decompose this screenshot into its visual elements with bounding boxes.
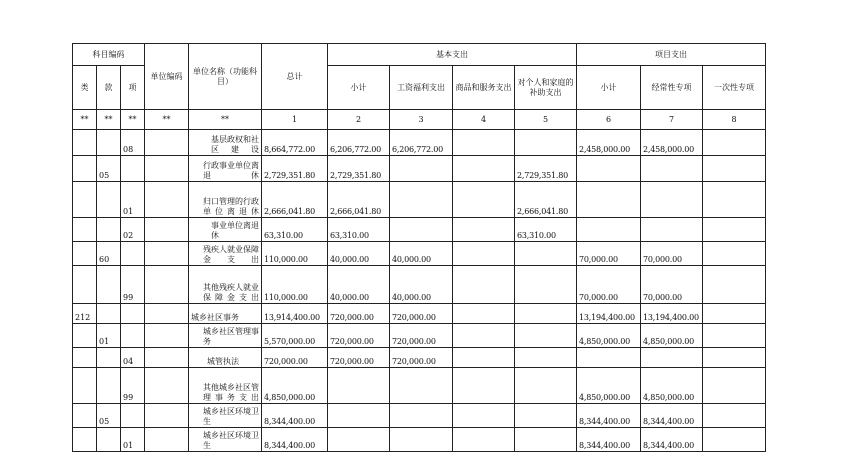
index-cell: 5 (515, 110, 577, 130)
cell-wages (390, 182, 453, 218)
index-cell: 6 (577, 110, 641, 130)
cell-kuan: 60 (97, 242, 121, 266)
cell-xiang (121, 404, 145, 428)
table-row (73, 368, 766, 404)
cell-goods (453, 404, 515, 428)
cell-onetime (703, 368, 766, 404)
cell-kuan (97, 368, 121, 404)
cell-subsidy: 2,666,041.80 (515, 182, 577, 218)
table-row (73, 242, 766, 266)
cell-goods (453, 266, 515, 304)
cell-regular: 4,850,000.00 (641, 324, 703, 348)
cell-subsidy (515, 304, 577, 324)
cell-regular: 2,458,000.00 (641, 130, 703, 156)
cell-regular: 8,344,400.00 (641, 428, 703, 452)
cell-regular (641, 348, 703, 368)
cell-subtotal: 720,000.00 (328, 304, 390, 324)
cell-total: 2,666,041.80 (262, 182, 328, 218)
cell-total: 8,344,400.00 (262, 404, 328, 428)
header-unit-code: 单位编码 (145, 44, 189, 110)
header-xiang: 项 (121, 66, 145, 110)
cell-unit (145, 242, 189, 266)
cell-goods (453, 242, 515, 266)
cell-subtotal: 63,310.00 (328, 218, 390, 242)
cell-kuan (97, 428, 121, 452)
cell-subtotal: 720,000.00 (328, 348, 390, 368)
cell-lei (73, 404, 97, 428)
cell-unit (145, 404, 189, 428)
cell-subsidy (515, 324, 577, 348)
cell-kuan (97, 218, 121, 242)
cell-proj-subtotal (577, 156, 641, 182)
cell-name-text: 事业单位离退休 (211, 221, 260, 240)
cell-goods (453, 368, 515, 404)
cell-kuan: 01 (97, 324, 121, 348)
cell-kuan (97, 130, 121, 156)
cell-total: 110,000.00 (262, 266, 328, 304)
table-row (73, 156, 766, 182)
cell-unit (145, 218, 189, 242)
cell-proj-subtotal: 4,850,000.00 (577, 324, 641, 348)
header-unit-name: 单位名称（功能科目） (189, 44, 262, 110)
header-proj-subtotal: 小计 (577, 66, 641, 110)
cell-regular: 8,344,400.00 (641, 404, 703, 428)
index-cell: ** (189, 110, 262, 130)
cell-kuan (97, 266, 121, 304)
cell-onetime (703, 428, 766, 452)
cell-name-text: 城乡社区事务 (191, 313, 240, 322)
cell-lei (73, 266, 97, 304)
cell-name (189, 130, 262, 156)
cell-wages (390, 428, 453, 452)
cell-onetime (703, 348, 766, 368)
index-cell: 4 (453, 110, 515, 130)
cell-subtotal: 2,666,041.80 (328, 182, 390, 218)
index-cell: 2 (328, 110, 390, 130)
cell-wages: 40,000.00 (390, 266, 453, 304)
index-cell: 3 (390, 110, 453, 130)
cell-lei (73, 428, 97, 452)
cell-subsidy (515, 266, 577, 304)
cell-unit (145, 304, 189, 324)
cell-onetime (703, 404, 766, 428)
cell-goods (453, 348, 515, 368)
cell-regular (641, 182, 703, 218)
cell-name (189, 182, 262, 218)
cell-kuan: 05 (97, 156, 121, 182)
cell-regular: 70,000.00 (641, 242, 703, 266)
cell-goods (453, 428, 515, 452)
cell-wages: 720,000.00 (390, 324, 453, 348)
cell-name-text: 城乡社区管理事务 (203, 327, 260, 346)
cell-name (189, 242, 262, 266)
cell-proj-subtotal (577, 182, 641, 218)
cell-subsidy (515, 130, 577, 156)
cell-unit (145, 428, 189, 452)
table-row (73, 348, 766, 368)
cell-total: 13,914,400.00 (262, 304, 328, 324)
cell-kuan (97, 348, 121, 368)
cell-xiang: 02 (121, 218, 145, 242)
cell-unit (145, 324, 189, 348)
header-basic: 基本支出 (328, 44, 577, 66)
cell-goods (453, 218, 515, 242)
cell-goods (453, 182, 515, 218)
cell-subsidy (515, 368, 577, 404)
cell-name (189, 404, 262, 428)
cell-onetime (703, 266, 766, 304)
header-wages: 工资福利支出 (390, 66, 453, 110)
cell-lei (73, 130, 97, 156)
cell-onetime (703, 156, 766, 182)
cell-subtotal: 6,206,772.00 (328, 130, 390, 156)
cell-subtotal: 40,000.00 (328, 266, 390, 304)
cell-proj-subtotal: 4,850,000.00 (577, 368, 641, 404)
cell-name-text: 基层政权和社区建设 (211, 135, 260, 154)
cell-regular (641, 156, 703, 182)
index-cell: ** (73, 110, 97, 130)
table-row (73, 404, 766, 428)
table-row (73, 428, 766, 452)
index-cell: ** (121, 110, 145, 130)
cell-subtotal (328, 428, 390, 452)
index-row (73, 110, 766, 130)
cell-unit (145, 368, 189, 404)
cell-wages (390, 218, 453, 242)
header-kuan: 款 (97, 66, 121, 110)
cell-lei (73, 218, 97, 242)
cell-regular: 13,194,400.00 (641, 304, 703, 324)
cell-onetime (703, 218, 766, 242)
cell-name-text: 行政事业单位离退休 (203, 161, 260, 180)
cell-total: 4,850,000.00 (262, 368, 328, 404)
index-cell: ** (97, 110, 121, 130)
header-row-1 (73, 44, 766, 66)
cell-unit (145, 156, 189, 182)
index-cell: ** (145, 110, 189, 130)
cell-total: 110,000.00 (262, 242, 328, 266)
cell-kuan (97, 182, 121, 218)
cell-onetime (703, 304, 766, 324)
table-row (73, 182, 766, 218)
cell-total: 720,000.00 (262, 348, 328, 368)
cell-proj-subtotal (577, 348, 641, 368)
cell-xiang (121, 304, 145, 324)
index-cell: 7 (641, 110, 703, 130)
cell-onetime (703, 324, 766, 348)
cell-onetime (703, 182, 766, 218)
cell-wages: 6,206,772.00 (390, 130, 453, 156)
cell-goods (453, 130, 515, 156)
cell-name (189, 348, 262, 368)
header-regular: 经常性专项 (641, 66, 703, 110)
cell-lei (73, 368, 97, 404)
cell-unit (145, 182, 189, 218)
cell-total: 63,310.00 (262, 218, 328, 242)
table-row (73, 130, 766, 156)
cell-unit (145, 266, 189, 304)
cell-lei (73, 324, 97, 348)
cell-xiang (121, 156, 145, 182)
cell-lei (73, 348, 97, 368)
index-cell: 1 (262, 110, 328, 130)
header-lei: 类 (73, 66, 97, 110)
cell-name (189, 428, 262, 452)
table-row (73, 304, 766, 324)
index-cell: 8 (703, 110, 766, 130)
cell-proj-subtotal: 13,194,400.00 (577, 304, 641, 324)
cell-lei (73, 156, 97, 182)
cell-lei (73, 182, 97, 218)
header-project: 项目支出 (577, 44, 766, 66)
cell-onetime (703, 242, 766, 266)
cell-name-text: 归口管理的行政单位离退休 (203, 197, 260, 216)
cell-name-text: 城乡社区环境卫生 (203, 431, 260, 450)
cell-kuan (97, 304, 121, 324)
cell-proj-subtotal: 70,000.00 (577, 266, 641, 304)
cell-name-text: 其他残疾人就业保障金支出 (203, 283, 260, 302)
table-row (73, 218, 766, 242)
cell-proj-subtotal: 2,458,000.00 (577, 130, 641, 156)
cell-total: 8,344,400.00 (262, 428, 328, 452)
cell-goods (453, 324, 515, 348)
cell-regular (641, 218, 703, 242)
cell-name (189, 304, 262, 324)
cell-xiang: 01 (121, 428, 145, 452)
cell-wages: 720,000.00 (390, 348, 453, 368)
header-total: 总计 (262, 44, 328, 110)
cell-subsidy (515, 428, 577, 452)
cell-subsidy (515, 348, 577, 368)
cell-xiang (121, 324, 145, 348)
cell-name-text: 残疾人就业保障金支出 (203, 245, 260, 264)
cell-total: 5,570,000.00 (262, 324, 328, 348)
cell-xiang (121, 242, 145, 266)
header-kemu-code: 科目编码 (73, 44, 145, 66)
cell-subsidy (515, 242, 577, 266)
cell-proj-subtotal: 8,344,400.00 (577, 404, 641, 428)
cell-name-text: 城管执法 (207, 357, 240, 366)
cell-subtotal: 2,729,351.80 (328, 156, 390, 182)
cell-wages: 720,000.00 (390, 304, 453, 324)
header-goods: 商品和服务支出 (453, 66, 515, 110)
cell-xiang: 99 (121, 266, 145, 304)
cell-name (189, 266, 262, 304)
cell-xiang: 04 (121, 348, 145, 368)
cell-wages (390, 404, 453, 428)
cell-total: 8,664,772.00 (262, 130, 328, 156)
cell-subsidy: 2,729,351.80 (515, 156, 577, 182)
cell-subtotal (328, 368, 390, 404)
cell-name (189, 218, 262, 242)
table-row (73, 324, 766, 348)
cell-goods (453, 304, 515, 324)
cell-lei: 212 (73, 304, 97, 324)
cell-total: 2,729,351.80 (262, 156, 328, 182)
cell-name-text: 其他城乡社区管理事务支出 (203, 383, 260, 402)
cell-kuan: 05 (97, 404, 121, 428)
cell-wages (390, 156, 453, 182)
cell-proj-subtotal: 70,000.00 (577, 242, 641, 266)
cell-name (189, 156, 262, 182)
cell-subtotal: 40,000.00 (328, 242, 390, 266)
cell-name-text: 城乡社区环境卫生 (203, 407, 260, 426)
cell-unit (145, 348, 189, 368)
cell-subtotal: 720,000.00 (328, 324, 390, 348)
cell-goods (453, 156, 515, 182)
cell-lei (73, 242, 97, 266)
cell-xiang: 99 (121, 368, 145, 404)
header-subtotal: 小计 (328, 66, 390, 110)
cell-proj-subtotal (577, 218, 641, 242)
cell-regular: 4,850,000.00 (641, 368, 703, 404)
cell-subsidy: 63,310.00 (515, 218, 577, 242)
cell-wages (390, 368, 453, 404)
cell-xiang: 08 (121, 130, 145, 156)
cell-wages: 40,000.00 (390, 242, 453, 266)
cell-regular: 70,000.00 (641, 266, 703, 304)
table-row (73, 266, 766, 304)
budget-table (72, 43, 766, 452)
cell-onetime (703, 130, 766, 156)
header-subsidy: 对个人和家庭的补助支出 (515, 66, 577, 110)
cell-subtotal (328, 404, 390, 428)
cell-name (189, 324, 262, 348)
cell-xiang: 01 (121, 182, 145, 218)
cell-name (189, 368, 262, 404)
header-onetime: 一次性专项 (703, 66, 766, 110)
cell-subsidy (515, 404, 577, 428)
cell-proj-subtotal: 8,344,400.00 (577, 428, 641, 452)
cell-unit (145, 130, 189, 156)
